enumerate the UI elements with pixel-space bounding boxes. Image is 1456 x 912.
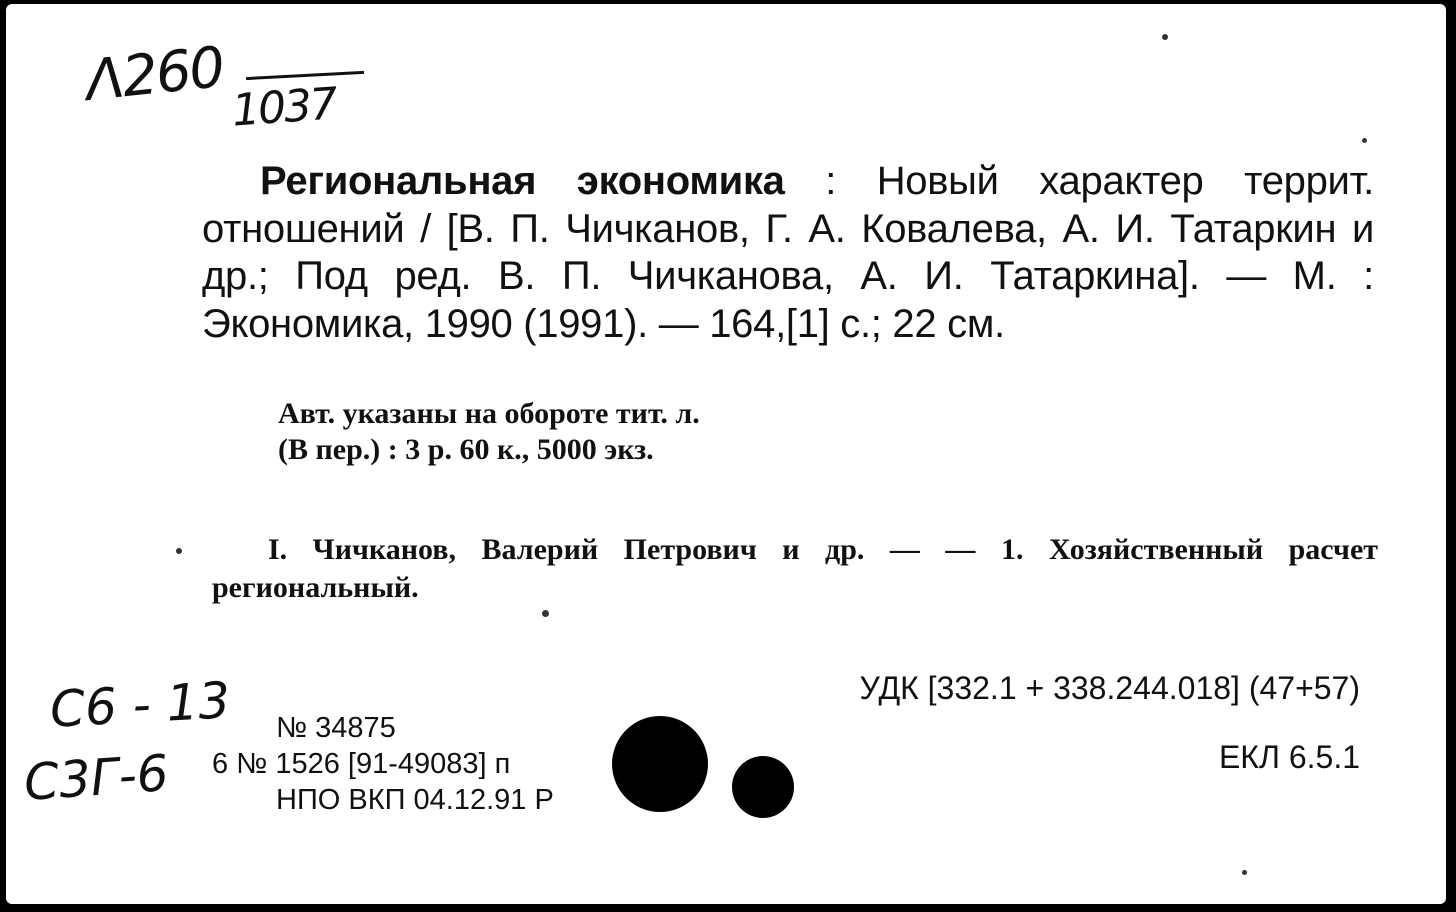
ink-speck xyxy=(176,548,182,554)
punch-hole-small xyxy=(732,756,794,818)
ink-speck xyxy=(542,610,549,617)
entry-body: : Новый характер террит. отношений / [В. П. Чичканов, Г. А. Ковалева, А. И. Татаркин и др.; Под ред. В. П. Чичканова, А. И. Татаркина]. — М. : Экономика, 1990 (1991). — 164,[1] с.; 22 см. xyxy=(202,159,1374,346)
print-info xyxy=(212,710,554,818)
call-number-fraction-line xyxy=(246,71,364,80)
print-info-line3: НПО ВКП 04.12.91 Р xyxy=(276,784,554,816)
entry-title-bold: Региональная экономика xyxy=(260,159,785,203)
ink-speck xyxy=(1162,34,1168,40)
print-info-line1: № 34875 xyxy=(276,712,396,744)
call-number-main: Λ260 xyxy=(82,35,227,114)
note-price: (В пер.) : 3 р. 60 к., 5000 экз. xyxy=(278,433,654,466)
tracing-line: I. Чичканов, Валерий Петрович и др. — — 1. Хозяйственный расчет региональный. xyxy=(212,533,1378,604)
note-authors: Авт. указаны на обороте тит. л. xyxy=(278,397,700,430)
punch-hole-large xyxy=(612,716,708,812)
ekl-code: ЕКЛ 6.5.1 xyxy=(1218,739,1360,775)
bibliographic-entry xyxy=(202,158,1374,348)
notes-block xyxy=(278,396,700,468)
print-info-line2: 6 № 1526 [91-49083] п xyxy=(212,748,511,780)
call-number-sub: 1037 xyxy=(230,78,338,137)
catalog-card xyxy=(6,4,1446,904)
handwritten-code-top: С6 - 13 xyxy=(48,671,232,739)
ink-speck xyxy=(1242,870,1247,875)
udk-code: УДК [332.1 + 338.244.018] (47+57) xyxy=(859,670,1360,706)
ink-speck xyxy=(1362,138,1367,143)
handwritten-code-bottom: С3Г-6 xyxy=(22,744,171,812)
